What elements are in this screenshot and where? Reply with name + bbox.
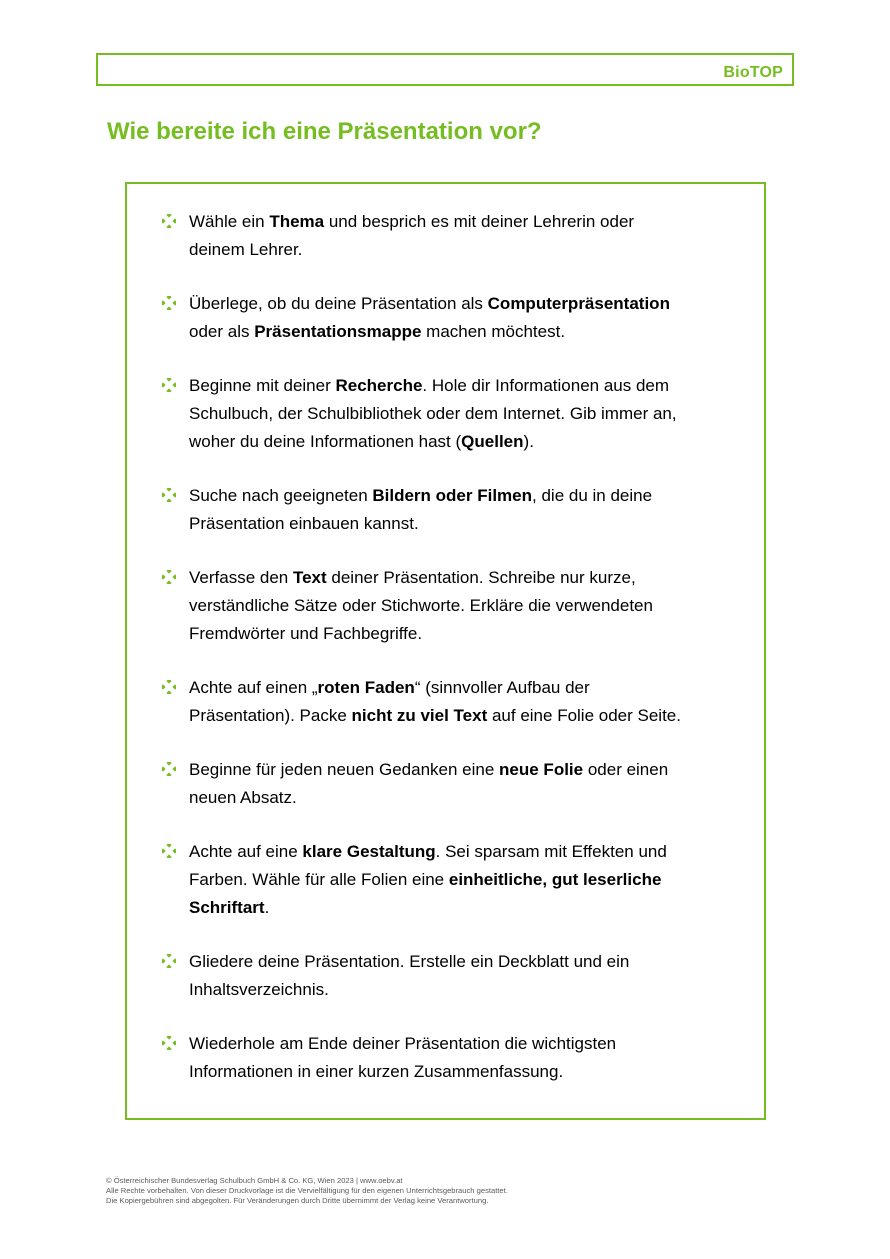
emphasis-text: Thema: [269, 212, 325, 231]
list-item-text: [189, 1034, 616, 1081]
list-item: [162, 756, 752, 812]
text-segment: Achte auf einen „: [189, 678, 318, 697]
text-segment: oder als: [189, 322, 255, 341]
text-segment: Informationen in einer kurzen Zusammenfassung.: [189, 1062, 564, 1081]
text-segment: woher du deine Informationen hast (: [189, 432, 462, 451]
list-item-text: [189, 376, 677, 451]
emphasis-text: roten Faden: [317, 678, 415, 697]
text-segment: Achte auf eine: [189, 842, 303, 861]
list-item: [162, 564, 752, 648]
text-segment: .: [264, 898, 270, 917]
text-segment: ).: [523, 432, 534, 451]
header-box: [96, 53, 794, 86]
text-segment: deinem Lehrer.: [189, 240, 303, 259]
text-segment: , die du in deine: [532, 486, 653, 505]
text-segment: Wiederhole am Ende deiner Präsentation die wichtigsten: [189, 1034, 617, 1053]
footer-disclaimer: Die Kopiergebühren sind abgegolten. Für Veränderungen durch Dritte übernimmt der Verlag keine Verantwortung.: [106, 1196, 489, 1205]
text-segment: oder einen: [583, 760, 669, 779]
text-segment: Wähle ein: [189, 212, 270, 231]
four-diamond-bullet-icon: [162, 214, 176, 228]
list-item: [162, 948, 752, 1004]
four-diamond-bullet-icon: [162, 954, 176, 968]
text-segment: . Hole dir Informationen aus dem: [422, 376, 670, 395]
text-segment: Präsentation). Packe: [189, 706, 352, 725]
brand-label: BioTOP: [723, 64, 783, 81]
footer-rights: Alle Rechte vorbehalten. Von dieser Druckvorlage ist die Vervielfältigung für den eigenen Unterrichtsgebrauch gestattet.: [106, 1186, 508, 1195]
four-diamond-bullet-icon: [162, 570, 176, 584]
text-segment: verständliche Sätze oder Stichworte. Erkläre die verwendeten: [189, 596, 653, 615]
list-item: [162, 674, 752, 730]
list-item-text: [189, 486, 652, 533]
list-item: [162, 1030, 752, 1086]
list-item: [162, 838, 752, 922]
four-diamond-bullet-icon: [162, 762, 176, 776]
list-item-text: [189, 568, 653, 643]
list-item: [162, 208, 752, 264]
list-item-text: [189, 294, 670, 341]
emphasis-text: Recherche: [335, 376, 423, 395]
footer: [106, 1176, 806, 1206]
list-item-text: [189, 760, 668, 807]
emphasis-text: klare Gestaltung: [302, 842, 436, 861]
text-segment: Präsentation einbauen kannst.: [189, 514, 419, 533]
emphasis-text: einheitliche, gut leserliche: [448, 870, 662, 889]
tips-list: [162, 208, 752, 1086]
emphasis-text: Bildern oder Filmen: [372, 486, 533, 505]
four-diamond-bullet-icon: [162, 1036, 176, 1050]
text-segment: deiner Präsentation. Schreibe nur kurze,: [326, 568, 636, 587]
emphasis-text: neue Folie: [499, 760, 584, 779]
footer-copyright: © Österreichischer Bundesverlag Schulbuch GmbH & Co. KG, Wien 2023 | www.oebv.at: [106, 1176, 403, 1185]
emphasis-text: Präsentationsmappe: [254, 322, 422, 341]
content-box: [125, 182, 766, 1120]
text-segment: Suche nach geeigneten: [189, 486, 373, 505]
four-diamond-bullet-icon: [162, 680, 176, 694]
four-diamond-bullet-icon: [162, 488, 176, 502]
list-item: [162, 482, 752, 538]
text-segment: auf eine Folie oder Seite.: [487, 706, 681, 725]
emphasis-text: Schriftart: [189, 898, 265, 917]
text-segment: Inhaltsverzeichnis.: [189, 980, 329, 999]
four-diamond-bullet-icon: [162, 296, 176, 310]
list-item: [162, 290, 752, 346]
emphasis-text: Computerpräsentation: [487, 294, 670, 313]
text-segment: Schulbuch, der Schulbibliothek oder dem Internet. Gib immer an,: [189, 404, 677, 423]
list-item-text: [189, 842, 667, 917]
text-segment: und besprich es mit deiner Lehrerin oder: [324, 212, 635, 231]
text-segment: neuen Absatz.: [189, 788, 297, 807]
emphasis-text: Text: [292, 568, 327, 587]
list-item: [162, 372, 752, 456]
text-segment: Gliedere deine Präsentation. Erstelle ein Deckblatt und ein: [189, 952, 630, 971]
emphasis-text: Quellen: [461, 432, 524, 451]
list-item-text: [189, 952, 629, 999]
list-item-text: [189, 678, 681, 725]
text-segment: “ (sinnvoller Aufbau der: [414, 678, 590, 697]
text-segment: machen möchtest.: [421, 322, 566, 341]
emphasis-text: nicht zu viel Text: [351, 706, 488, 725]
four-diamond-bullet-icon: [162, 844, 176, 858]
text-segment: Beginne mit deiner: [189, 376, 336, 395]
list-item-text: [189, 212, 634, 259]
text-segment: Farben. Wähle für alle Folien eine: [189, 870, 449, 889]
text-segment: Überlege, ob du deine Präsentation als: [189, 294, 488, 313]
four-diamond-bullet-icon: [162, 378, 176, 392]
text-segment: . Sei sparsam mit Effekten und: [435, 842, 667, 861]
page-title: Wie bereite ich eine Präsentation vor?: [107, 118, 542, 145]
text-segment: Beginne für jeden neuen Gedanken eine: [189, 760, 500, 779]
text-segment: Fremdwörter und Fachbegriffe.: [189, 624, 423, 643]
text-segment: Verfasse den: [189, 568, 293, 587]
